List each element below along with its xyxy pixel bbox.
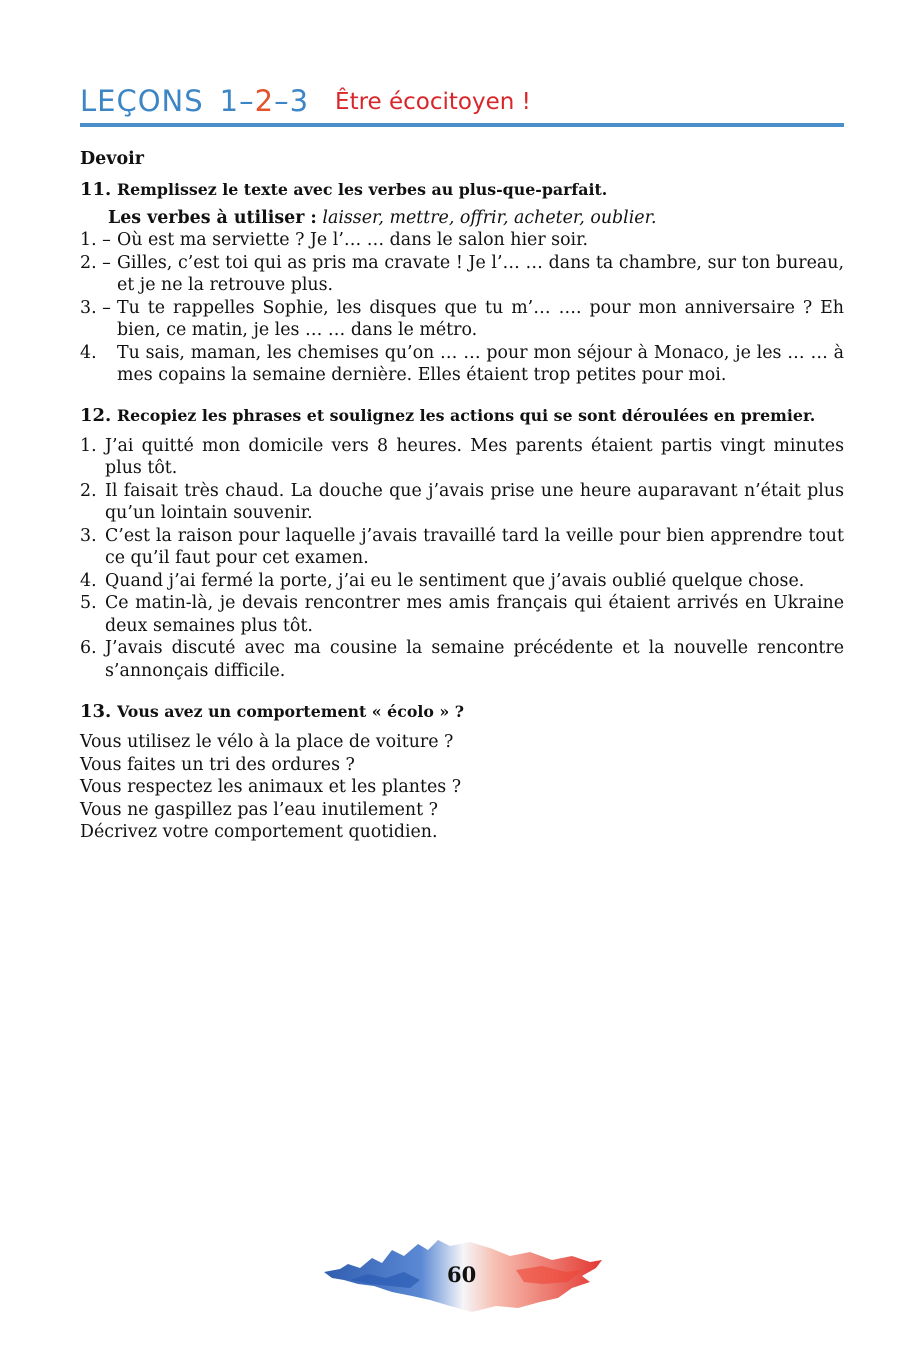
exercise-13-title bbox=[80, 702, 844, 722]
item-number: 6. bbox=[80, 638, 97, 658]
exercise-number: 12. bbox=[80, 404, 112, 426]
question-line: Vous respectez les animaux et les plantes ? bbox=[80, 777, 462, 797]
list-item bbox=[80, 297, 844, 342]
exercise-11-title bbox=[80, 180, 844, 200]
item-number: 2. – bbox=[80, 252, 111, 273]
exercise-number: 13. bbox=[80, 701, 112, 722]
list-item bbox=[80, 592, 844, 637]
list-item bbox=[80, 252, 844, 297]
lesson-number-3: 3 bbox=[289, 84, 310, 118]
item-text: Il faisait très chaud. La douche que j’avais prise une heure auparavant n’était plus qu’un lointain souvenir. bbox=[105, 480, 844, 523]
exercise-13-questions bbox=[80, 731, 844, 844]
lesson-number-2: 2 bbox=[254, 84, 275, 118]
list-item bbox=[80, 525, 844, 570]
exercise-instruction: Recopiez les phrases et soulignez les actions qui se sont déroulées en premier. bbox=[117, 405, 816, 425]
list-item bbox=[80, 342, 844, 387]
item-text: Gilles, c’est toi qui as pris ma cravate ! Je l’… … dans ta chambre, sur ton bureau, et je ne la retrouve plus. bbox=[117, 252, 844, 295]
lesson-title bbox=[80, 84, 309, 118]
lesson-label: LEÇONS bbox=[80, 84, 204, 118]
question-line: Décrivez votre comportement quotidien. bbox=[80, 822, 438, 842]
exercise-instruction: Vous avez un comportement « écolo » ? bbox=[117, 702, 465, 721]
item-number: 5. bbox=[80, 593, 97, 613]
exercise-12-items bbox=[80, 435, 844, 683]
item-text: Où est ma serviette ? Je l’… … dans le salon hier soir. bbox=[117, 230, 589, 250]
item-number: 3. – bbox=[80, 297, 111, 318]
verbs-to-use bbox=[108, 207, 844, 230]
item-text: C’est la raison pour laquelle j’avais travaillé tard la veille pour bien apprendre tout ce qu’il faut pour cet examen. bbox=[105, 525, 844, 568]
exercise-11-items bbox=[80, 229, 844, 387]
lesson-subtitle: Être écocitoyen ! bbox=[335, 89, 531, 115]
list-item bbox=[80, 480, 844, 525]
question-line: Vous utilisez le vélo à la place de voiture ? bbox=[80, 732, 454, 752]
question-line: Vous faites un tri des ordures ? bbox=[80, 754, 355, 775]
verbs-list: laisser, mettre, offrir, acheter, oublier. bbox=[316, 207, 657, 228]
page-number: 60 bbox=[447, 1262, 477, 1287]
question-line: Vous ne gaspillez pas l’eau inutilement ? bbox=[80, 799, 438, 820]
item-text: J’avais discuté avec ma cousine la semaine précédente et la nouvelle rencontre s’annonçais difficile. bbox=[105, 638, 844, 681]
item-text: Ce matin-là, je devais rencontrer mes amis français qui étaient arrivés en Ukraine deux semaines plus tôt. bbox=[105, 593, 844, 636]
exercise-instruction: Remplissez le texte avec les verbes au plus-que-parfait. bbox=[117, 179, 608, 199]
item-text: Quand j’ai fermé la porte, j’ai eu le sentiment que j’avais oublié quelque chose. bbox=[105, 570, 805, 591]
list-item bbox=[80, 570, 844, 593]
exercise-12-title bbox=[80, 406, 844, 426]
item-text: Tu te rappelles Sophie, les disques que tu m’… …. pour mon anniversaire ? Eh bien, ce matin, je les … … dans le métro. bbox=[117, 297, 844, 340]
item-number: 4. bbox=[80, 342, 97, 363]
item-number: 1. – bbox=[80, 230, 111, 250]
verbs-label: Les verbes à utiliser : bbox=[108, 207, 317, 228]
item-text: J’ai quitté mon domicile vers 8 heures. Mes parents étaient partis vingt minutes plus tôt. bbox=[105, 435, 844, 478]
item-number: 1. bbox=[80, 435, 97, 456]
page-content bbox=[80, 148, 844, 844]
item-text: Tu sais, maman, les chemises qu’on … … pour mon séjour à Monaco, je les … … à mes copains la semaine dernière. Elles étaient trop petites pour moi. bbox=[117, 342, 844, 385]
list-item bbox=[80, 229, 844, 252]
exercise-number: 11. bbox=[80, 178, 112, 200]
lesson-dash-2: – bbox=[274, 84, 290, 118]
devoir-heading: Devoir bbox=[80, 149, 145, 169]
item-number: 3. bbox=[80, 525, 97, 546]
list-item bbox=[80, 435, 844, 480]
lesson-dash-1: – bbox=[239, 84, 255, 118]
item-number: 4. bbox=[80, 570, 97, 591]
list-item bbox=[80, 637, 844, 682]
item-number: 2. bbox=[80, 480, 97, 501]
lesson-number-1: 1 bbox=[219, 84, 240, 118]
lesson-header bbox=[80, 84, 844, 118]
header-rule bbox=[80, 123, 844, 127]
